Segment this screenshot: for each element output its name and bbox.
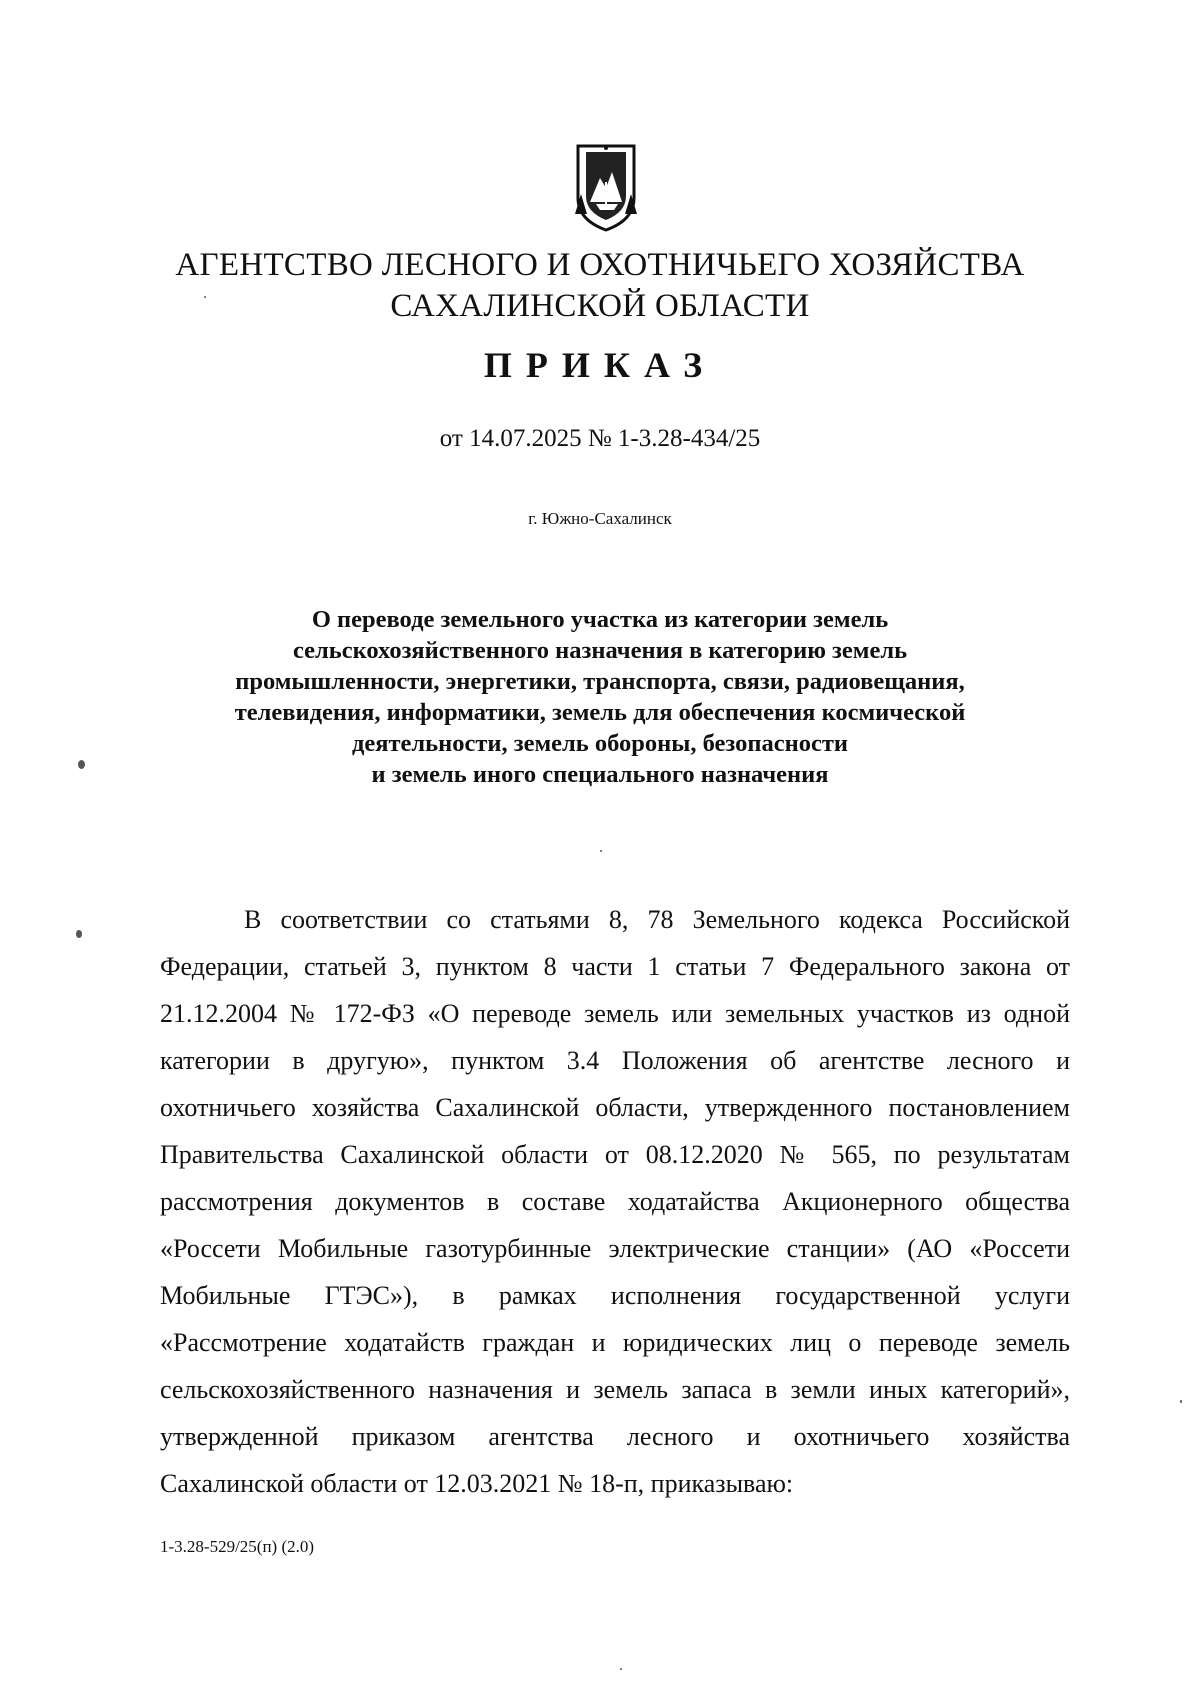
scan-speck [78,760,85,769]
document-title [140,604,1060,790]
scan-speck [600,850,602,852]
body-line: утвержденной приказом агентства лесного и охотничьего хозяйства [160,1422,1070,1451]
agency-name-line1: АГЕНТСТВО ЛЕСНОГО И ОХОТНИЧЬЕГО ХОЗЯЙСТВА [175,247,1025,283]
coat-of-arms-icon [572,142,640,234]
body-paragraph [160,896,1070,1507]
agency-name-line2: САХАЛИНСКОЙ ОБЛАСТИ [390,288,810,324]
document-type-heading: ПРИКАЗ [483,345,717,385]
title-line: деятельности, земель обороны, безопасности [351,730,849,757]
body-line: В соответствии со статьями 8, 78 Земельного кодекса Российской [244,905,1070,934]
body-line: 21.12.2004 № 172-ФЗ «О переводе земель или земельных участков из одной [160,999,1070,1028]
registration-number: 1-3.28-529/25(п) (2.0) [160,1537,315,1556]
document-city: г. Южно-Сахалинск [528,509,672,528]
body-line: категории в другую», пунктом 3.4 Положения об агентстве лесного и [160,1046,1070,1075]
body-line: рассмотрения документов в составе ходатайства Акционерного общества [160,1187,1070,1216]
title-line: О переводе земельного участка из категории земель [311,606,889,633]
body-line: охотничьего хозяйства Сахалинской области, утвержденного постановлением [160,1093,1070,1122]
scan-speck [204,296,206,298]
title-line: телевидения, информатики, земель для обеспечения космической [234,699,966,726]
body-line: Федерации, статьей 3, пунктом 8 части 1 статьи 7 Федерального закона от [160,952,1070,981]
scan-speck [76,930,82,938]
title-line: и земель иного специального назначения [371,761,829,788]
body-line: «Россети Мобильные газотурбинные электрические станции» (АО «Россети [160,1234,1070,1263]
title-line: сельскохозяйственного назначения в категорию земель [292,637,908,664]
scan-speck [1180,1400,1182,1403]
scan-speck [620,1668,622,1670]
body-line: «Рассмотрение ходатайств граждан и юридических лиц о переводе земель [160,1328,1070,1357]
title-line: промышленности, энергетики, транспорта, связи, радиовещания, [235,668,965,695]
body-line: Правительства Сахалинской области от 08.12.2020 № 565, по результатам [160,1140,1070,1169]
document-date-number: от 14.07.2025 № 1-3.28-434/25 [439,425,761,452]
body-line: Сахалинской области от 12.03.2021 № 18-п, приказываю: [160,1469,794,1498]
body-line: Мобильные ГТЭС»), в рамках исполнения государственной услуги [160,1281,1070,1310]
body-line: сельскохозяйственного назначения и земель запаса в земли иных категорий», [160,1375,1070,1404]
